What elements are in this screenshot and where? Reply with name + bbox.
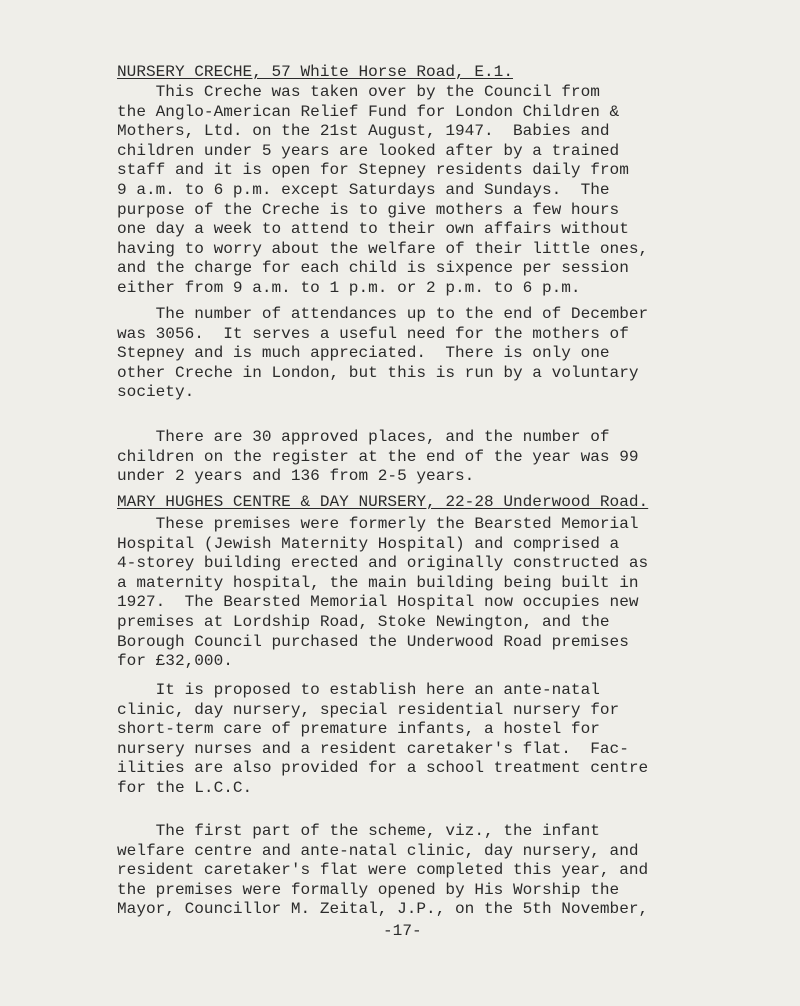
paragraph: These premises were formerly the Bearsted Memorial Hospital (Jewish Maternity Hospital) and comprised a 4-storey building erected and originally constructed as a maternity hospital, the main building being built in 1927. The Bearsted Memorial Hospital now occupies new premises at Lordship Road, Stoke Newington, and the Borough Council purchased the Underwood Road premises for £32,000. xyxy=(117,515,649,671)
page-number: -17- xyxy=(383,922,422,940)
paragraph: The first part of the scheme, viz., the infant welfare centre and ante-natal clinic, day nursery, and resident caretaker's flat were completed this year, and the premises were formally opened by His Worship the Mayor, Councillor M. Zeital, J.P., on the 5th November, xyxy=(117,822,649,919)
section-heading-mary-hughes-centre: MARY HUGHES CENTRE & DAY NURSERY, 22-28 Underwood Road. xyxy=(117,493,649,511)
paragraph: It is proposed to establish here an ante-natal clinic, day nursery, special residential nursery for short-term care of premature infants, a hostel for nursery nurses and a resident caretaker's flat. Fac- ilities are also provided for a school treatment centre for the L.C.C. xyxy=(117,681,649,797)
section-heading-nursery-creche: NURSERY CRECHE, 57 White Horse Road, E.1. xyxy=(117,63,513,81)
paragraph: The number of attendances up to the end of December was 3056. It serves a useful need for the mothers of Stepney and is much appreciated. There is only one other Creche in London, but this is run by a voluntary society. xyxy=(117,305,649,402)
paragraph: This Creche was taken over by the Council from the Anglo-American Relief Fund for London Children & Mothers, Ltd. on the 21st August, 1947. Babies and children under 5 years are looked after by a trained staff and it is open for Stepney residents daily from 9 a.m. to 6 p.m. except Saturdays and Sundays. The purpose of the Creche is to give mothers a few hours one day a week to attend to their own affairs without having to worry about the welfare of their little ones, and the charge for each child is sixpence per session either from 9 a.m. to 1 p.m. or 2 p.m. to 6 p.m. xyxy=(117,83,649,297)
paragraph: There are 30 approved places, and the number of children on the register at the end of the year was 99 under 2 years and 136 from 2-5 years. xyxy=(117,428,639,486)
